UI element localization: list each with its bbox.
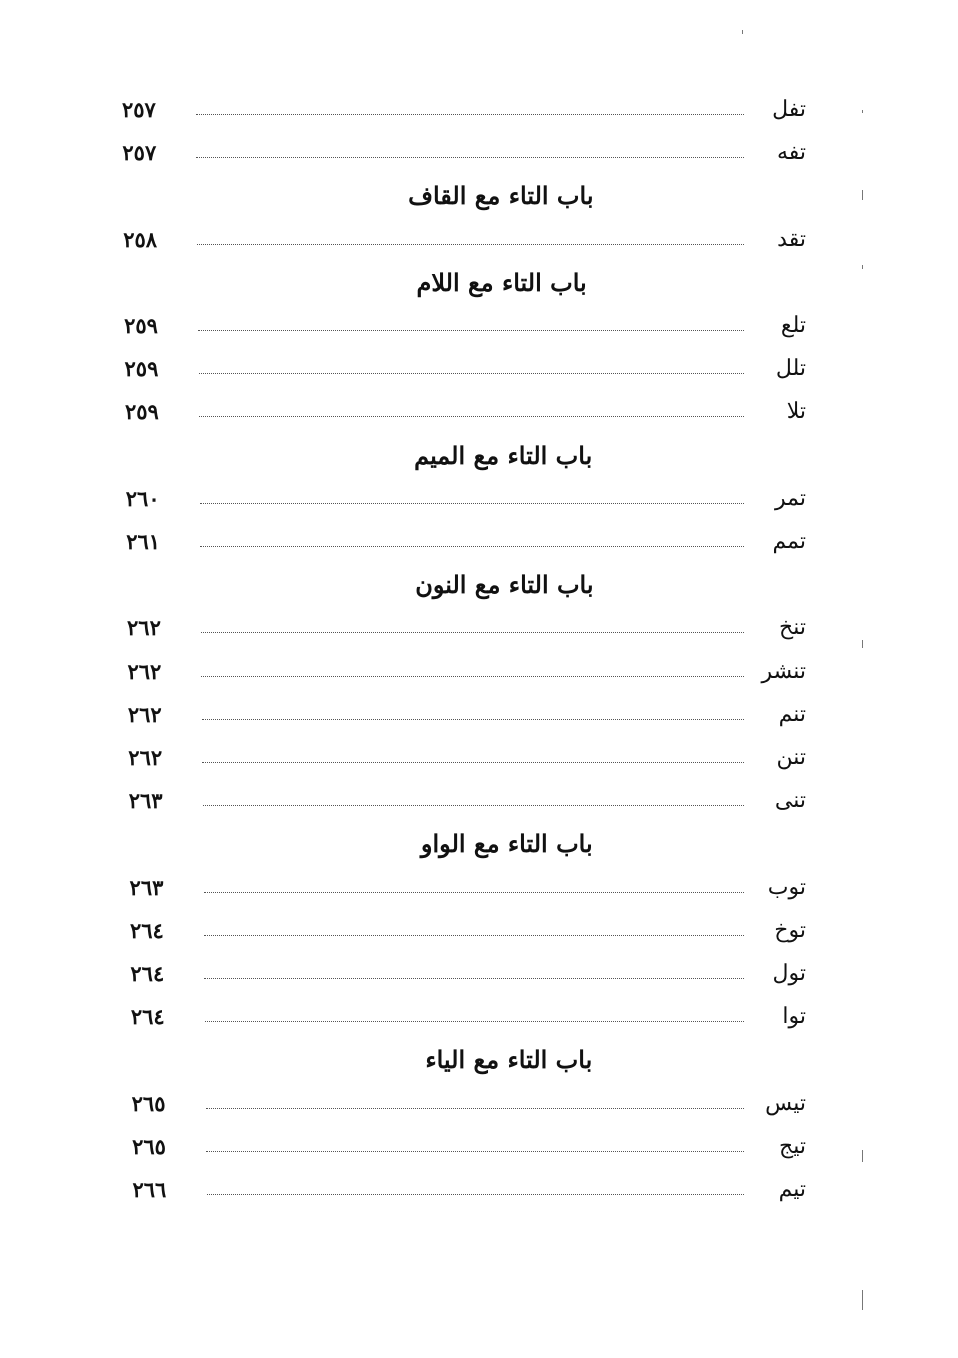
entry-word: تمم	[772, 529, 806, 554]
dot-leader	[199, 373, 744, 374]
entry-page-number: ٢٦١	[126, 529, 161, 554]
dot-leader	[197, 244, 744, 245]
entry-page-number: ٢٦٢	[127, 701, 162, 727]
dot-leader	[201, 676, 744, 677]
entry-page-number: ٢٦٤	[130, 961, 165, 986]
scan-speck	[742, 30, 743, 34]
scan-speck	[862, 1150, 863, 1162]
section-heading: باب التاء مع الميم	[414, 440, 593, 470]
entry-word: تول	[772, 961, 806, 986]
entry-page-number: ٢٦٤	[130, 1004, 165, 1030]
toc-entry	[127, 608, 806, 648]
toc-entry	[126, 479, 806, 519]
entry-page-number: ٢٦٢	[127, 658, 162, 684]
section-heading: باب التاء مع القاف	[408, 181, 594, 211]
dot-leader	[196, 114, 744, 115]
entry-page-number: ٢٦٣	[128, 788, 163, 814]
entry-page-number: ٢٦٣	[129, 874, 164, 900]
entry-page-number: ٢٥٧	[122, 97, 156, 122]
dot-leader	[204, 892, 744, 893]
toc-entry	[123, 220, 806, 260]
section-heading: باب التاء مع اللام	[416, 267, 587, 297]
entry-page-number: ٢٦٥	[132, 1133, 166, 1159]
entry-page-number: ٢٦٢	[127, 615, 161, 641]
dot-leader	[202, 719, 744, 720]
toc-entry	[125, 392, 806, 432]
toc-entry	[122, 90, 806, 130]
toc-entry	[133, 1170, 807, 1210]
entry-word: توا	[782, 1004, 806, 1030]
toc-entry	[130, 868, 806, 908]
entry-page-number: ٢٥٩	[124, 399, 159, 425]
dot-leader	[204, 978, 744, 979]
dot-leader	[204, 935, 744, 936]
entry-word: تلا	[786, 399, 806, 425]
entry-word: تنخ	[779, 615, 806, 641]
entry-word: تنى	[774, 788, 806, 814]
entry-word: تفل	[772, 97, 806, 122]
dot-leader	[200, 546, 744, 547]
entry-page-number: ٢٦٤	[129, 917, 164, 943]
dot-leader	[200, 503, 744, 504]
entry-word: تيج	[779, 1133, 806, 1159]
scan-speck	[862, 1290, 863, 1310]
entry-word: تلل	[775, 356, 806, 382]
dot-leader	[199, 416, 744, 417]
entry-word: تلع	[780, 313, 806, 338]
toc-entry	[124, 306, 806, 346]
entry-word: توخ	[774, 917, 806, 943]
dot-leader	[206, 1108, 744, 1109]
scan-speck	[862, 110, 863, 113]
dot-leader	[205, 1021, 744, 1022]
entry-page-number: ٢٦٢	[128, 745, 163, 770]
entry-page-number: ٢٥٩	[124, 356, 159, 382]
dot-leader	[207, 1194, 745, 1195]
entry-page-number: ٢٦٥	[131, 1090, 166, 1116]
entry-word: توب	[767, 874, 806, 900]
toc-entry	[127, 652, 806, 692]
entry-page-number: ٢٥٨	[123, 226, 158, 252]
entry-word: تنشر	[761, 658, 806, 684]
entry-word: تيم	[778, 1177, 806, 1202]
toc-entry	[126, 522, 806, 562]
toc-entry	[122, 133, 806, 173]
entry-page-number: ٢٦٠	[125, 485, 160, 511]
entry-word: تنم	[778, 701, 806, 727]
toc-entry	[128, 738, 806, 778]
entry-word: تيس	[765, 1090, 806, 1116]
toc-entry	[132, 1084, 806, 1124]
dot-leader	[202, 762, 744, 763]
dot-leader	[203, 805, 744, 806]
entry-page-number: ٢٥٩	[124, 313, 158, 338]
entry-page-number: ٢٦٦	[132, 1177, 167, 1202]
toc-entry	[129, 781, 806, 821]
scan-speck	[862, 190, 863, 200]
dot-leader	[196, 157, 744, 158]
dot-leader	[206, 1151, 744, 1152]
toc-entry	[131, 997, 806, 1037]
toc-entry	[130, 911, 806, 951]
toc-entry	[128, 695, 806, 735]
entry-word: تقد	[777, 226, 806, 252]
section-heading: باب التاء مع النون	[415, 570, 594, 600]
entry-word: تنن	[776, 745, 806, 770]
scan-speck	[862, 640, 863, 648]
entry-word: تمر	[775, 485, 806, 511]
section-heading: باب التاء مع الياء	[425, 1045, 593, 1075]
entry-page-number: ٢٥٧	[122, 140, 157, 166]
toc-entry	[125, 349, 806, 389]
toc-entry	[132, 1127, 806, 1167]
dot-leader	[201, 632, 744, 633]
toc-entry	[130, 954, 806, 994]
section-heading: باب التاء مع الواو	[420, 829, 593, 859]
entry-word: تفه	[776, 140, 806, 166]
scan-speck	[862, 265, 863, 269]
dot-leader	[198, 330, 744, 331]
